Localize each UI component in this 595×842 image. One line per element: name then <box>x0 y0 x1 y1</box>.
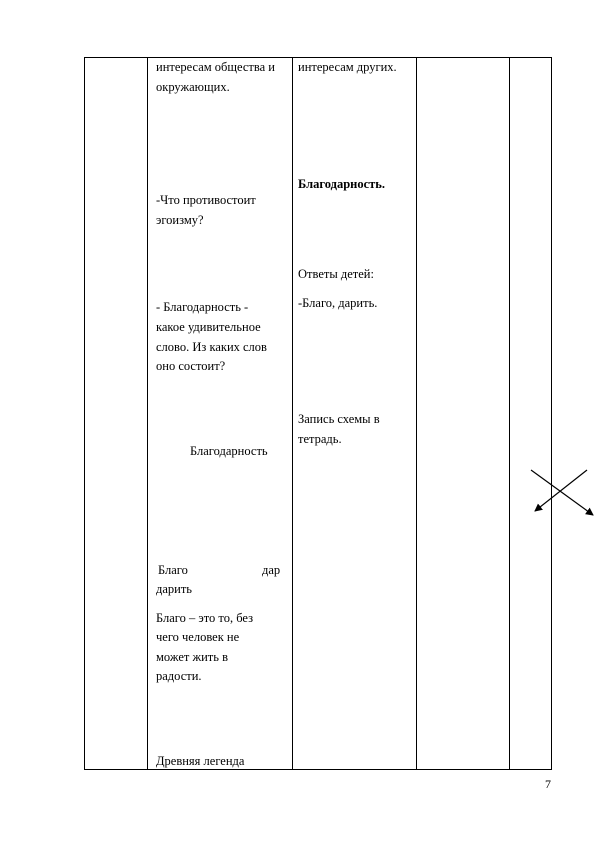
scheme-right-word: дар <box>262 563 281 577</box>
question-egoism: -Что противостоит <box>156 193 256 207</box>
question-gratitude: слово. Из каких слов <box>156 340 267 354</box>
definition-text: может жить в <box>156 650 228 664</box>
definition-text: Благо – это то, без <box>156 611 254 625</box>
definition-text: чего человек не <box>156 630 240 644</box>
column-divider-1 <box>147 58 148 769</box>
page-number: 7 <box>545 777 551 791</box>
col3-text-line: интересам других. <box>298 60 397 74</box>
children-answers-text: -Благо, дарить. <box>298 296 378 310</box>
question-gratitude: - Благодарность - <box>156 300 249 314</box>
scheme-left-word: Благо <box>158 563 188 577</box>
col2-text-line: окружающих. <box>156 80 230 94</box>
question-egoism: эгоизму? <box>156 213 204 227</box>
children-answers-label: Ответы детей: <box>298 267 374 281</box>
crossed-arrows-icon <box>525 465 595 521</box>
col2-text-line: интересам общества и <box>156 60 275 74</box>
answer-gratitude: Благодарность. <box>298 177 386 191</box>
column-divider-4 <box>509 58 510 769</box>
question-gratitude: оно состоит? <box>156 359 226 373</box>
column-divider-3 <box>416 58 417 769</box>
column-divider-2 <box>292 58 293 769</box>
legend-heading: Древняя легенда <box>156 754 245 768</box>
question-gratitude: какое удивительное <box>156 320 261 334</box>
scheme-bottom-word: дарить <box>156 582 193 596</box>
scheme-instruction: Запись схемы в <box>298 412 380 426</box>
scheme-instruction: тетрадь. <box>298 432 342 446</box>
word-gratitude: Благодарность <box>190 444 268 458</box>
definition-text: радости. <box>156 669 202 683</box>
